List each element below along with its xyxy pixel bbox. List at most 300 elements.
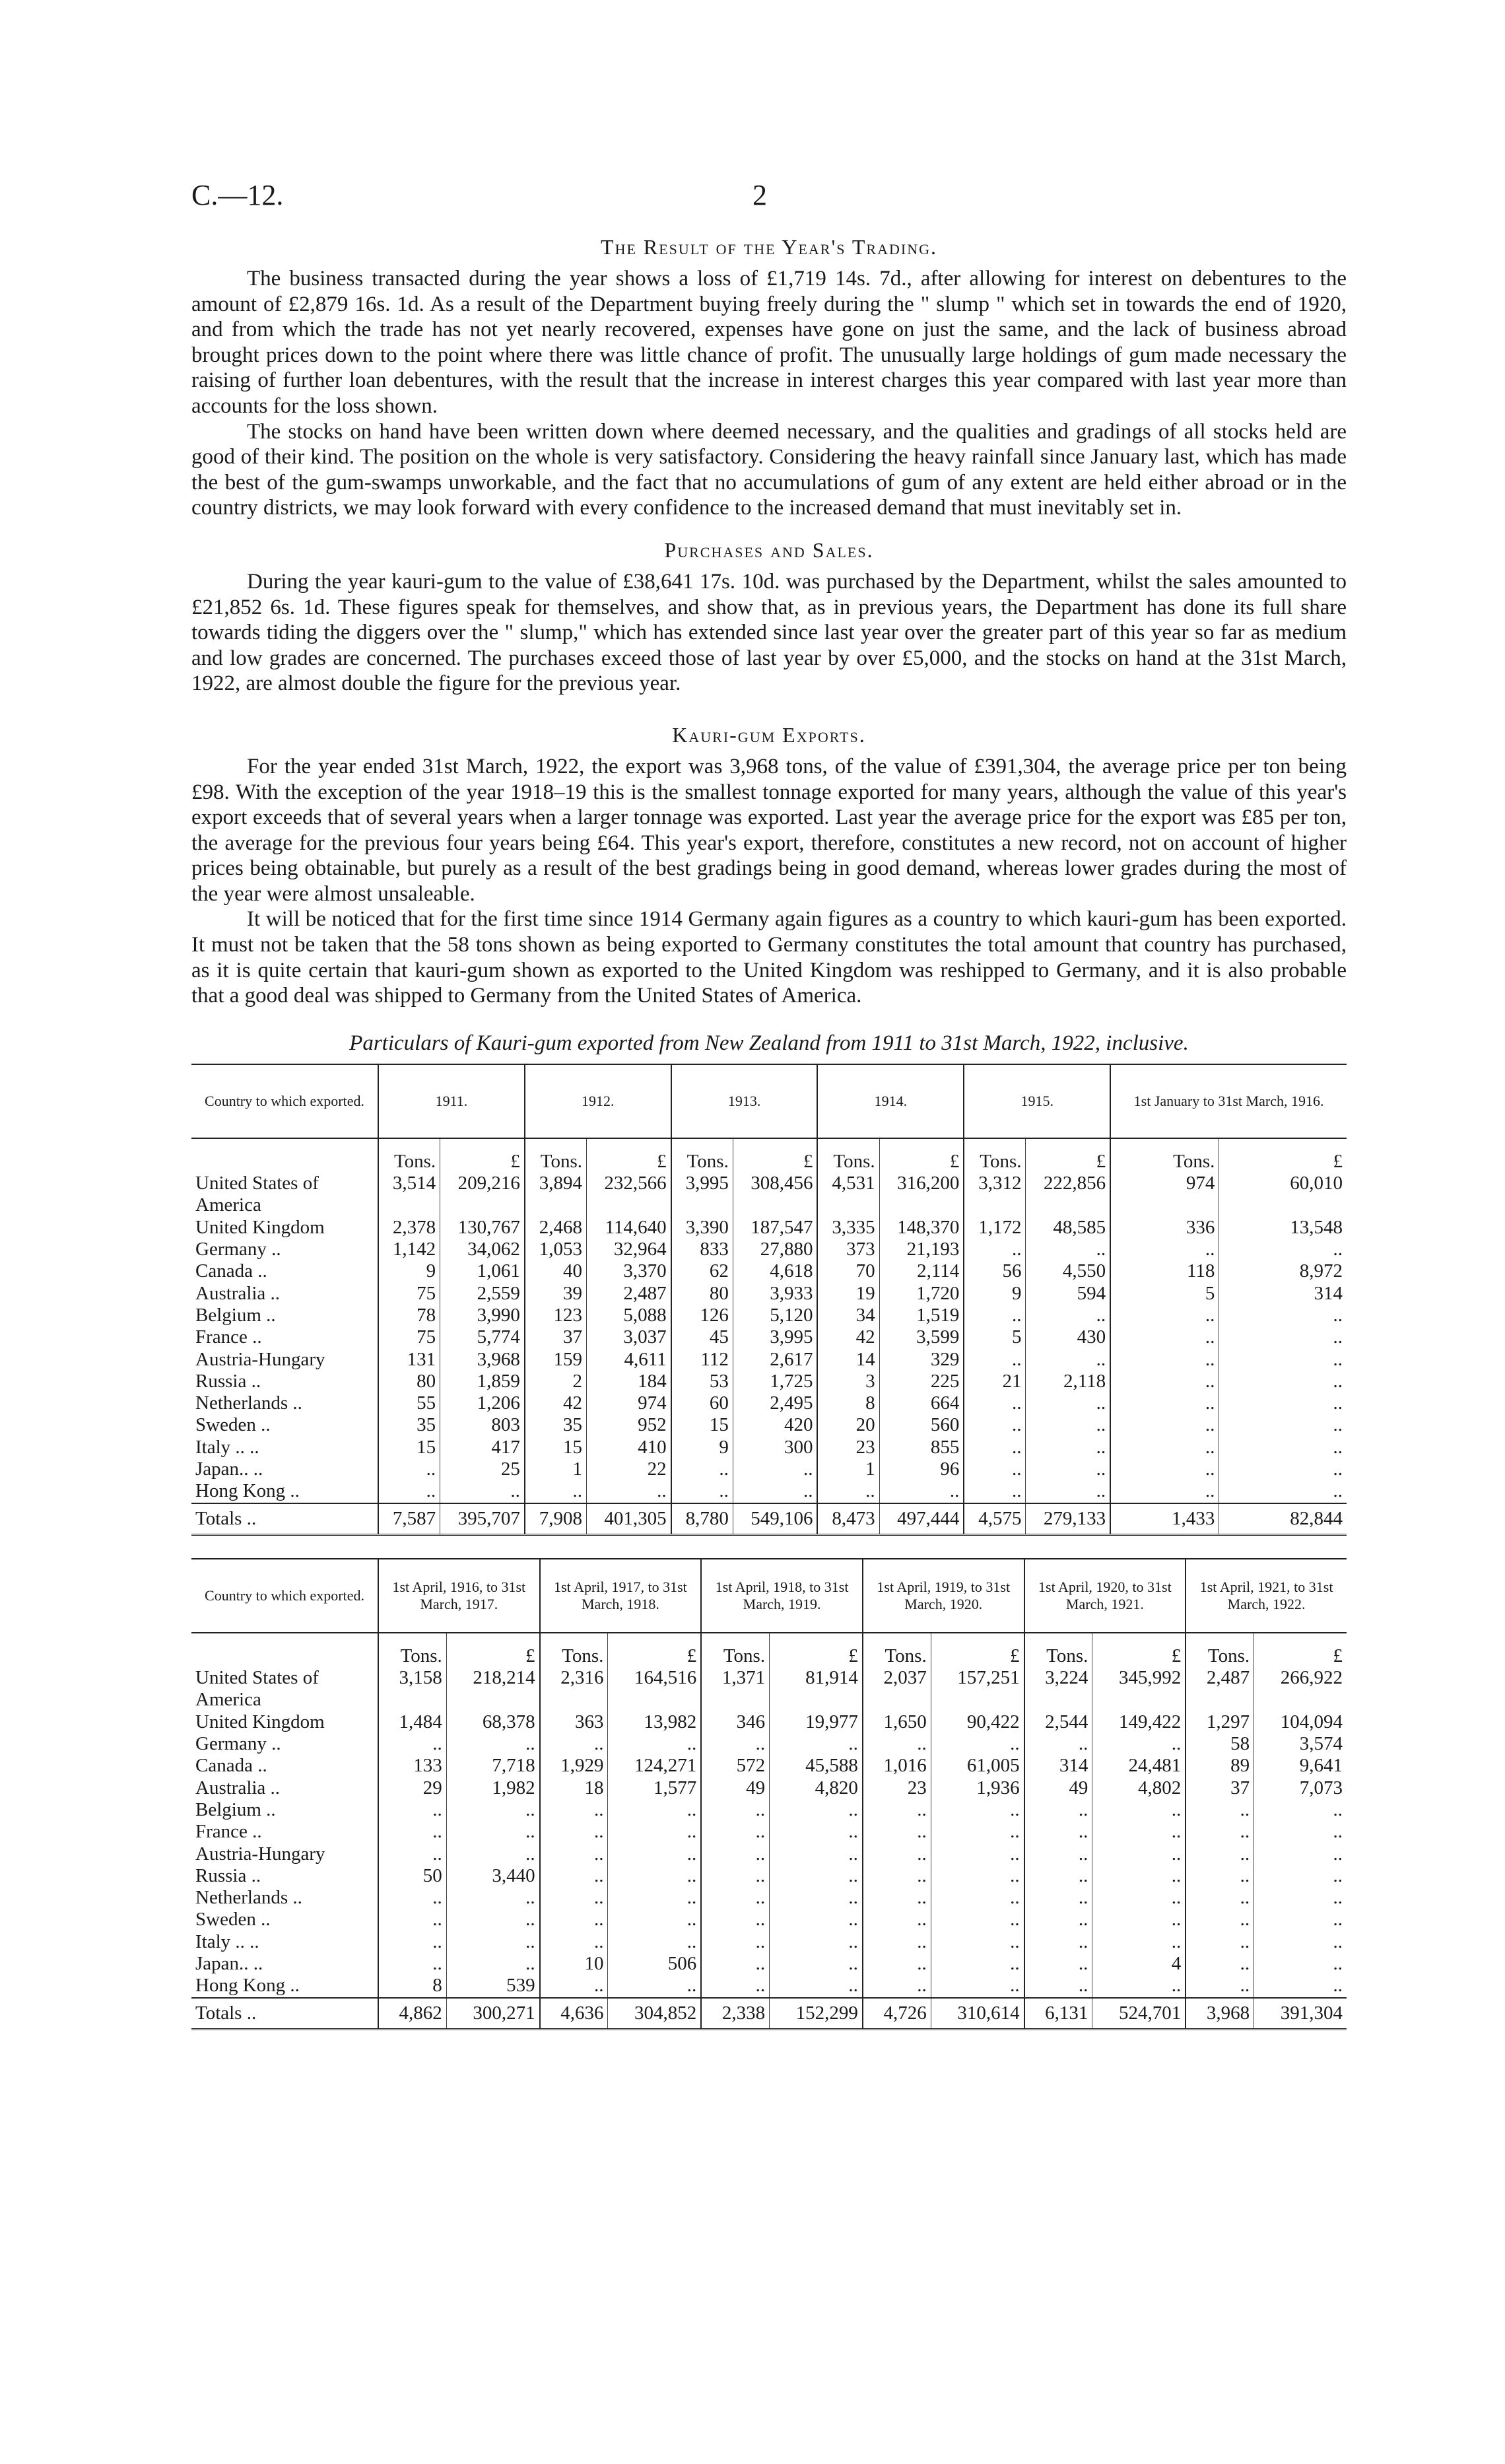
tons-cell	[378, 1194, 440, 1216]
value-cell: 2,487	[587, 1283, 671, 1305]
tons-cell: 60	[671, 1392, 733, 1414]
unit-label: Tons.	[378, 1138, 440, 1173]
tons-cell: 34	[817, 1305, 879, 1326]
tons-cell: ..	[701, 1909, 769, 1931]
value-cell: ..	[931, 1953, 1024, 1975]
value-cell: 952	[587, 1414, 671, 1436]
tons-cell: 572	[701, 1755, 769, 1777]
value-cell: 2,114	[879, 1260, 964, 1282]
value-cell: ..	[1026, 1458, 1110, 1480]
value-cell: 3,995	[733, 1326, 817, 1348]
table-row	[191, 1260, 1347, 1282]
value-cell: 5,088	[587, 1305, 671, 1326]
table-row	[191, 1217, 1347, 1239]
tons-cell: 35	[378, 1414, 440, 1436]
total-value: 401,305	[587, 1503, 671, 1535]
tons-cell: ..	[378, 1953, 446, 1975]
value-cell: ..	[446, 1821, 539, 1843]
value-cell: 3,990	[440, 1305, 525, 1326]
country-name: Russia ..	[195, 1370, 261, 1392]
value-cell: 4,550	[1026, 1260, 1110, 1282]
table-row	[191, 1326, 1347, 1348]
country-name: Sweden ..	[195, 1414, 271, 1436]
value-cell: ..	[1026, 1349, 1110, 1371]
value-cell: ..	[770, 1909, 863, 1931]
value-cell: ..	[1026, 1437, 1110, 1458]
tons-cell: ..	[1110, 1305, 1219, 1326]
tons-cell: 133	[378, 1755, 446, 1777]
table-row	[191, 1173, 1347, 1194]
total-tons: 7,908	[525, 1503, 587, 1535]
tons-cell: 2,544	[1024, 1711, 1092, 1733]
tons-cell: ..	[701, 1733, 769, 1755]
table-caption: Particulars of Kauri-gum exported from New Zealand from 1911 to 31st March, 1922, inclusive.	[349, 1031, 1189, 1055]
total-tons: 2,338	[701, 1998, 769, 2030]
total-tons: 4,726	[863, 1998, 931, 2030]
table-row	[191, 1711, 1347, 1733]
tons-cell: ..	[1024, 1865, 1092, 1887]
country-name: Netherlands ..	[195, 1392, 302, 1414]
value-cell: 7,073	[1254, 1777, 1347, 1799]
tons-cell: 21	[964, 1371, 1026, 1392]
value-cell	[608, 1689, 701, 1711]
paragraph: The business transacted during the year shows a loss of £1,719 14s. 7d., after allowing for interest on debentures to the amount of £2,879 16s. 1d. As a result of the Department buying freely during the " slump " which set in towards the end of 1920, and from which the trade has not yet nearly recovered, expenses have gone on just the same, and the lack of business abroad brought prices down to the point where there was little chance of profit. The unusually large holdings of gum made necessary the raising of further loan debentures, with the result that the increase in interest charges this year compared with last year more than accounts for the loss shown.	[191, 267, 1347, 418]
tons-cell: 19	[817, 1283, 879, 1305]
tons-cell: ..	[1024, 1909, 1092, 1931]
period-header: 1st April, 1916, to 31st March, 1917.	[378, 1559, 540, 1633]
tons-cell: 3,158	[378, 1667, 446, 1689]
total-value: 497,444	[879, 1503, 964, 1535]
tons-cell	[1110, 1194, 1219, 1216]
total-value: 152,299	[770, 1998, 863, 2030]
value-cell: 5,120	[733, 1305, 817, 1326]
total-tons: 6,131	[1024, 1998, 1092, 2030]
tons-cell: ..	[540, 1821, 608, 1843]
value-cell: ..	[1254, 1821, 1347, 1843]
tons-cell: ..	[1110, 1414, 1219, 1436]
country-name: Belgium ..	[195, 1798, 276, 1820]
tons-cell: ..	[1110, 1326, 1219, 1348]
value-cell	[879, 1194, 964, 1216]
country-name: Sweden ..	[195, 1909, 271, 1931]
period-header: 1st April, 1919, to 31st March, 1920.	[863, 1559, 1024, 1633]
totals-label: Totals ..	[191, 1503, 378, 1535]
value-cell	[931, 1689, 1024, 1711]
tons-cell: 363	[540, 1711, 608, 1733]
tons-cell: 42	[525, 1392, 587, 1414]
tons-cell: 49	[1024, 1777, 1092, 1799]
value-cell: 1,061	[440, 1260, 525, 1282]
tons-cell: 123	[525, 1305, 587, 1326]
paragraph: The stocks on hand have been written down where deemed necessary, and the qualities and gradings of all stocks held are good of their kind. The position on the whole is very satisfactory. Considering the heavy rainfall since January last, which has made the best of the gum-swamps unworkable, and the fact that no accumulations of gum of any extent are held either abroad or in the country districts, we may look forward with every confidence to the increased demand that must inevitably set in.	[191, 419, 1347, 520]
total-tons: 4,575	[964, 1503, 1026, 1535]
tons-cell: 1,172	[964, 1217, 1026, 1239]
value-cell: 187,547	[733, 1217, 817, 1239]
period-header: 1911.	[378, 1064, 525, 1138]
tons-cell: ..	[964, 1305, 1026, 1326]
tons-cell: ..	[701, 1953, 769, 1975]
tons-cell: ..	[1186, 1931, 1254, 1953]
value-cell: 25	[440, 1458, 525, 1480]
unit-label: Tons.	[1186, 1633, 1254, 1667]
value-cell	[587, 1194, 671, 1216]
tons-cell: 159	[525, 1349, 587, 1371]
value-cell: ..	[1092, 1931, 1186, 1953]
unit-label: Tons.	[817, 1138, 879, 1173]
tons-cell: ..	[863, 1821, 931, 1843]
value-cell: 3,968	[440, 1349, 525, 1371]
value-cell: 21,193	[879, 1239, 964, 1260]
tons-cell: 5	[964, 1326, 1026, 1348]
tons-cell: ..	[378, 1843, 446, 1865]
tons-cell: ..	[540, 1843, 608, 1865]
tons-cell: ..	[378, 1799, 446, 1821]
units-spacer	[191, 1633, 378, 1667]
value-cell: ..	[1026, 1239, 1110, 1260]
tons-cell: ..	[1024, 1843, 1092, 1865]
value-cell: ..	[1254, 1865, 1347, 1887]
tons-cell	[863, 1689, 931, 1711]
tons-cell: 50	[378, 1865, 446, 1887]
table-row	[191, 1755, 1347, 1777]
tons-cell: 8	[817, 1392, 879, 1414]
tons-cell	[378, 1689, 446, 1711]
units-row	[191, 1633, 1347, 1667]
value-cell: 4,618	[733, 1260, 817, 1282]
value-cell: ..	[1219, 1305, 1347, 1326]
country-column-header: Country to which exported.	[191, 1559, 378, 1633]
unit-label: £	[587, 1138, 671, 1173]
tons-cell: ..	[701, 1865, 769, 1887]
tons-cell: ..	[1024, 1799, 1092, 1821]
value-cell: 225	[879, 1371, 964, 1392]
page-number: 2	[752, 179, 767, 211]
tons-cell: 10	[540, 1953, 608, 1975]
units-row	[191, 1138, 1347, 1173]
value-cell: ..	[733, 1458, 817, 1480]
period-header: 1915.	[964, 1064, 1110, 1138]
table-row	[191, 1733, 1347, 1755]
value-cell: 594	[1026, 1283, 1110, 1305]
value-cell: ..	[446, 1953, 539, 1975]
value-cell: ..	[770, 1799, 863, 1821]
tons-cell: ..	[1110, 1480, 1219, 1503]
value-cell: ..	[770, 1865, 863, 1887]
unit-label: Tons.	[1024, 1633, 1092, 1667]
tons-cell: 14	[817, 1349, 879, 1371]
table-row	[191, 1667, 1347, 1689]
tons-cell: ..	[1186, 1865, 1254, 1887]
exports-table-1911-1916	[191, 1064, 1347, 1536]
value-cell: ..	[931, 1865, 1024, 1887]
tons-cell: 3,390	[671, 1217, 733, 1239]
tons-cell: ..	[964, 1239, 1026, 1260]
total-tons: 8,780	[671, 1503, 733, 1535]
exports-table-1916-1922	[191, 1558, 1347, 2030]
tons-cell: 3,224	[1024, 1667, 1092, 1689]
value-cell: ..	[1092, 1975, 1186, 1997]
country-name: United States of	[195, 1667, 319, 1689]
unit-label: Tons.	[378, 1633, 446, 1667]
tons-cell: ..	[701, 1821, 769, 1843]
table-row	[191, 1349, 1347, 1371]
unit-label: £	[931, 1633, 1024, 1667]
tons-cell: 37	[525, 1326, 587, 1348]
tons-cell: ..	[1186, 1909, 1254, 1931]
tons-cell: ..	[1110, 1371, 1219, 1392]
table-row	[191, 1239, 1347, 1260]
tons-cell: 45	[671, 1326, 733, 1348]
tons-cell: 3	[817, 1371, 879, 1392]
tons-cell	[1024, 1689, 1092, 1711]
value-cell: 3,440	[446, 1865, 539, 1887]
value-cell: 1,725	[733, 1371, 817, 1392]
tons-cell: 1,053	[525, 1239, 587, 1260]
tons-cell: ..	[671, 1458, 733, 1480]
value-cell: ..	[1092, 1799, 1186, 1821]
unit-label: Tons.	[525, 1138, 587, 1173]
value-cell: ..	[770, 1931, 863, 1953]
tons-cell: 9	[964, 1283, 1026, 1305]
table-row	[191, 1392, 1347, 1414]
value-cell: 68,378	[446, 1711, 539, 1733]
value-cell: ..	[1219, 1414, 1347, 1436]
value-cell: ..	[1092, 1887, 1186, 1909]
section-heading-purchases: Purchases and Sales.	[664, 537, 874, 562]
tons-cell: 75	[378, 1283, 440, 1305]
tons-cell: 39	[525, 1283, 587, 1305]
value-cell: 974	[587, 1392, 671, 1414]
tons-cell: 55	[378, 1392, 440, 1414]
country-name: Austria-Hungary	[195, 1843, 325, 1865]
value-cell: ..	[1254, 1887, 1347, 1909]
value-cell	[1254, 1689, 1347, 1711]
value-cell: ..	[770, 1953, 863, 1975]
country-name: Japan.. ..	[195, 1458, 263, 1480]
value-cell: ..	[1254, 1931, 1347, 1953]
value-cell: 316,200	[879, 1173, 964, 1194]
value-cell: ..	[1254, 1799, 1347, 1821]
tons-cell: 75	[378, 1326, 440, 1348]
value-cell: 430	[1026, 1326, 1110, 1348]
period-header: 1912.	[525, 1064, 671, 1138]
tons-cell: 833	[671, 1239, 733, 1260]
table-row	[191, 1437, 1347, 1458]
value-cell: ..	[608, 1865, 701, 1887]
country-name: Belgium ..	[195, 1304, 276, 1326]
value-cell: 3,599	[879, 1326, 964, 1348]
value-cell: ..	[1219, 1480, 1347, 1503]
tons-cell	[671, 1194, 733, 1216]
value-cell: 1,936	[931, 1777, 1024, 1799]
value-cell: ..	[440, 1480, 525, 1503]
value-cell	[1219, 1194, 1347, 1216]
total-tons: 1,433	[1110, 1503, 1219, 1535]
tons-cell: 1,371	[701, 1667, 769, 1689]
table-row	[191, 1689, 1347, 1711]
value-cell: ..	[608, 1733, 701, 1755]
value-cell: 300	[733, 1437, 817, 1458]
value-cell: 184	[587, 1371, 671, 1392]
tons-cell: ..	[1110, 1392, 1219, 1414]
tons-cell: ..	[540, 1865, 608, 1887]
tons-cell: 373	[817, 1239, 879, 1260]
value-cell: ..	[446, 1733, 539, 1755]
table-row	[191, 1887, 1347, 1909]
unit-label: £	[733, 1138, 817, 1173]
value-cell: ..	[1092, 1843, 1186, 1865]
value-cell: ..	[1026, 1480, 1110, 1503]
totals-row	[191, 1503, 1347, 1535]
tons-cell: 35	[525, 1414, 587, 1436]
value-cell: 4	[1092, 1953, 1186, 1975]
value-cell: ..	[446, 1909, 539, 1931]
total-tons: 4,862	[378, 1998, 446, 2030]
value-cell: 3,574	[1254, 1733, 1347, 1755]
value-cell: ..	[770, 1887, 863, 1909]
tons-cell: ..	[1024, 1953, 1092, 1975]
table-row	[191, 1777, 1347, 1799]
table-row	[191, 1931, 1347, 1953]
tons-cell: 53	[671, 1371, 733, 1392]
value-cell	[733, 1194, 817, 1216]
value-cell	[1026, 1194, 1110, 1216]
tons-cell: 1,297	[1186, 1711, 1254, 1733]
value-cell: 329	[879, 1349, 964, 1371]
unit-label: £	[608, 1633, 701, 1667]
table-row	[191, 1821, 1347, 1843]
value-cell: 803	[440, 1414, 525, 1436]
value-cell: 410	[587, 1437, 671, 1458]
tons-cell: 1,484	[378, 1711, 446, 1733]
value-cell	[440, 1194, 525, 1216]
value-cell: 2,118	[1026, 1371, 1110, 1392]
value-cell: 417	[440, 1437, 525, 1458]
tons-cell: 974	[1110, 1173, 1219, 1194]
value-cell: 96	[879, 1458, 964, 1480]
country-name: Hong Kong ..	[195, 1975, 300, 1997]
tons-cell: ..	[1186, 1821, 1254, 1843]
table-row	[191, 1975, 1347, 1997]
tons-cell: 9	[671, 1437, 733, 1458]
tons-cell: 42	[817, 1326, 879, 1348]
tons-cell: ..	[671, 1480, 733, 1503]
total-tons: 3,968	[1186, 1998, 1254, 2030]
document-page	[191, 178, 1347, 2030]
table-row	[191, 1414, 1347, 1436]
value-cell: ..	[608, 1931, 701, 1953]
tons-cell: ..	[378, 1909, 446, 1931]
tons-cell: ..	[863, 1865, 931, 1887]
value-cell: 1,519	[879, 1305, 964, 1326]
value-cell: 4,802	[1092, 1777, 1186, 1799]
country-name: America	[195, 1194, 261, 1216]
tons-cell: 346	[701, 1711, 769, 1733]
tons-cell: 58	[1186, 1733, 1254, 1755]
country-name: Italy .. ..	[195, 1436, 259, 1458]
tons-cell: 15	[378, 1437, 440, 1458]
country-name: Germany ..	[195, 1733, 281, 1755]
tons-cell: ..	[1186, 1953, 1254, 1975]
value-cell: 506	[608, 1953, 701, 1975]
value-cell: 855	[879, 1437, 964, 1458]
tons-cell	[817, 1194, 879, 1216]
unit-label: £	[1026, 1138, 1110, 1173]
value-cell: 27,880	[733, 1239, 817, 1260]
paragraph: During the year kauri-gum to the value of £38,641 17s. 10d. was purchased by the Department, whilst the sales amounted to £21,852 6s. 1d. These figures speak for themselves, and show that, as in previous years, the Department has done its full share towards tiding the diggers over the " slump," which has extended since last year over the greater part of this year so far as medium and low grades are concerned. The purchases exceed those of last year by over £5,000, and the stocks on hand at the 31st March, 1922, are almost double the figure for the previous year.	[191, 569, 1347, 696]
units-spacer	[191, 1138, 378, 1173]
tons-cell: ..	[540, 1733, 608, 1755]
value-cell: 345,992	[1092, 1667, 1186, 1689]
value-cell: 24,481	[1092, 1755, 1186, 1777]
tons-cell: ..	[964, 1392, 1026, 1414]
tons-cell: 49	[701, 1777, 769, 1799]
period-header: 1st January to 31st March, 1916.	[1110, 1064, 1347, 1138]
unit-label: Tons.	[701, 1633, 769, 1667]
unit-label: £	[879, 1138, 964, 1173]
total-value: 82,844	[1219, 1503, 1347, 1535]
tons-cell: ..	[1024, 1931, 1092, 1953]
value-cell: ..	[608, 1821, 701, 1843]
tons-cell: 23	[863, 1777, 931, 1799]
tons-cell: ..	[540, 1887, 608, 1909]
period-header: 1914.	[817, 1064, 964, 1138]
tons-cell: 15	[671, 1414, 733, 1436]
value-cell	[446, 1689, 539, 1711]
tons-cell: 3,335	[817, 1217, 879, 1239]
value-cell: ..	[1026, 1305, 1110, 1326]
value-cell: 1,859	[440, 1371, 525, 1392]
country-name: Netherlands ..	[195, 1887, 302, 1909]
paragraph: For the year ended 31st March, 1922, the export was 3,968 tons, of the value of £391,304, the average price per ton being £98. With the exception of the year 1918–19 this is the smallest tonnage exported for many years, although the value of this year's export exceeds that of several years when a larger tonnage was exported. Last year the average price for the export was £85 per ton, the average for the previous four years being £64. This year's export, therefore, constitutes a new record, not on account of higher prices being obtainable, but purely as a result of the best gradings being in good demand, whereas lower grades during the most of the year were almost unsaleable.	[191, 754, 1347, 906]
tons-cell: ..	[525, 1480, 587, 1503]
tons-cell	[525, 1194, 587, 1216]
value-cell: ..	[1219, 1437, 1347, 1458]
value-cell: ..	[770, 1975, 863, 1997]
value-cell: 314	[1219, 1283, 1347, 1305]
value-cell: 124,271	[608, 1755, 701, 1777]
value-cell: 420	[733, 1414, 817, 1436]
value-cell: ..	[446, 1799, 539, 1821]
tons-cell: ..	[1186, 1799, 1254, 1821]
value-cell: 222,856	[1026, 1173, 1110, 1194]
tons-cell: 336	[1110, 1217, 1219, 1239]
tons-cell: 1,929	[540, 1755, 608, 1777]
tons-cell: ..	[964, 1480, 1026, 1503]
country-name: Japan.. ..	[195, 1953, 263, 1975]
value-cell: ..	[931, 1909, 1024, 1931]
tons-cell: ..	[1110, 1349, 1219, 1371]
tons-cell: ..	[1024, 1887, 1092, 1909]
value-cell: ..	[608, 1909, 701, 1931]
tons-cell: ..	[863, 1887, 931, 1909]
period-header: 1st April, 1917, to 31st March, 1918.	[540, 1559, 702, 1633]
tons-cell: 89	[1186, 1755, 1254, 1777]
value-cell: ..	[1219, 1458, 1347, 1480]
tons-cell: ..	[1186, 1887, 1254, 1909]
country-name: France ..	[195, 1326, 262, 1348]
value-cell: ..	[1254, 1909, 1347, 1931]
country-name: America	[195, 1689, 261, 1711]
section-heading-exports: Kauri-gum Exports.	[672, 722, 866, 747]
value-cell: ..	[608, 1887, 701, 1909]
tons-cell: 20	[817, 1414, 879, 1436]
value-cell: 4,611	[587, 1349, 671, 1371]
country-name: France ..	[195, 1821, 262, 1843]
value-cell: ..	[770, 1821, 863, 1843]
total-value: 524,701	[1092, 1998, 1186, 2030]
tons-cell: 2,316	[540, 1667, 608, 1689]
